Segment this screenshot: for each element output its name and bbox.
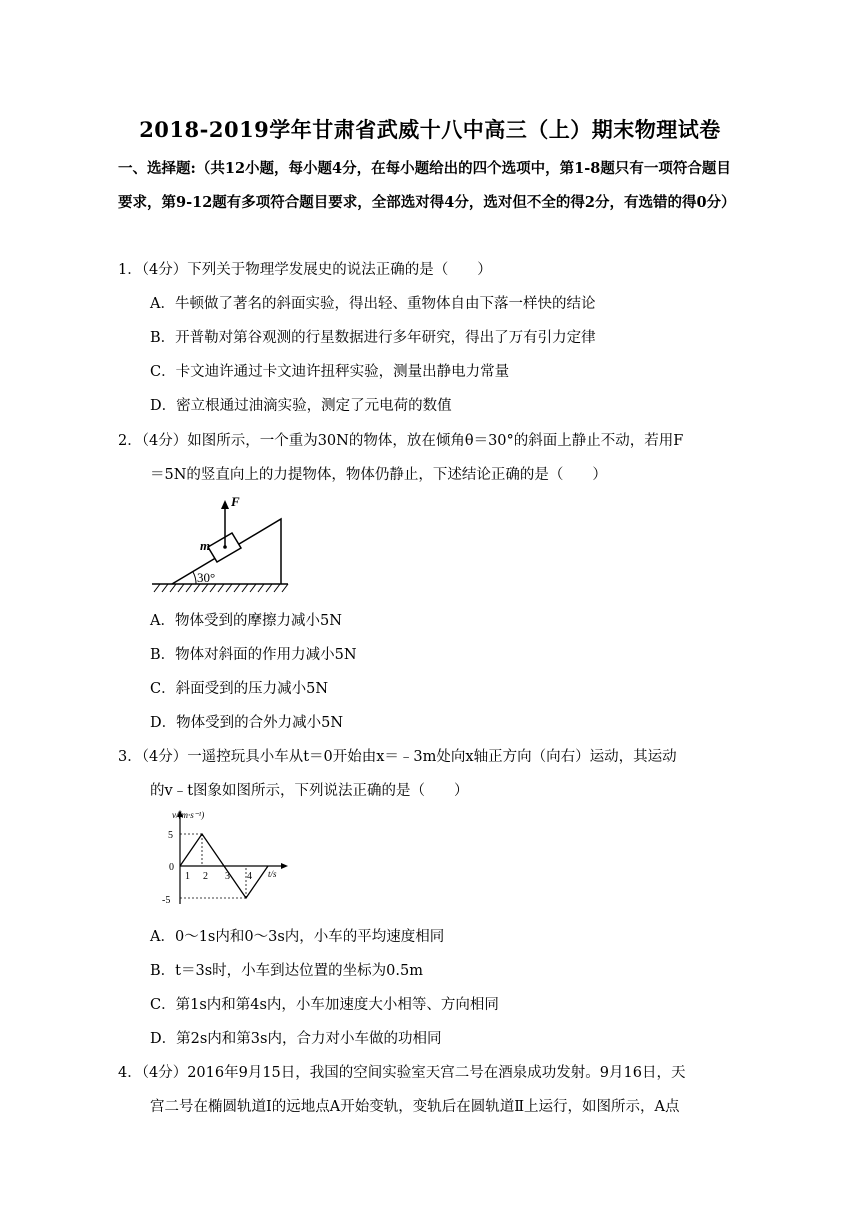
question-1-option-d: D．密立根通过油滴实验，测定了元电荷的数值: [150, 398, 452, 414]
question-1-stem: 1．（4分）下列关于物理学发展史的说法正确的是（ ）: [118, 262, 492, 278]
question-3-option-b: B．t＝3s时，小车到达位置的坐标为0.5m: [150, 963, 423, 979]
force-label: F: [231, 494, 240, 509]
tick-label-neg5: -5: [162, 895, 171, 906]
question-3-stem-line-1: 3．（4分）一遥控玩具小车从t＝0开始由x＝﹣3m处向x轴正方向（向右）运动，其运动: [118, 749, 677, 765]
question-1-option-c: C．卡文迪许通过卡文迪许扭秤实验，测量出静电力常量: [150, 364, 510, 380]
question-2-stem-line-1: 2．（4分）如图所示，一个重为30N的物体，放在倾角θ＝30°的斜面上静止不动，若用F: [118, 433, 684, 449]
question-4-stem-line-2: 宫二号在椭圆轨道Ⅰ的远地点A开始变轨，变轨后在圆轨道Ⅱ上运行，如图所示，A点: [150, 1099, 680, 1115]
x-axis-label: t/s: [268, 869, 277, 879]
question-2-stem-line-2: ＝5N的竖直向上的力提物体，物体仍静止，下述结论正确的是（ ）: [150, 467, 607, 483]
question-3-option-a: A．0～1s内和0～3s内，小车的平均速度相同: [150, 929, 445, 945]
question-3-option-d: D．第2s内和第3s内，合力对小车做的功相同: [150, 1031, 442, 1047]
incline-figure: [150, 494, 290, 594]
question-2-option-d: D．物体受到的合外力减小5N: [150, 715, 344, 731]
tick-label-4: 4: [247, 871, 252, 882]
question-1-option-a: A．牛顿做了著名的斜面实验，得出轻、重物体自由下落一样快的结论: [150, 296, 596, 312]
question-2-option-b: B．物体对斜面的作用力减小5N: [150, 647, 357, 663]
angle-label: 30°: [197, 570, 216, 585]
question-1-option-b: B．开普勒对第谷观测的行星数据进行多年研究，得出了万有引力定律: [150, 330, 596, 346]
question-3-option-c: C．第1s内和第4s内，小车加速度大小相等、方向相同: [150, 997, 499, 1013]
mass-label: m: [200, 538, 211, 553]
section-heading: 一、选择题:（共12小题，每小题4分，在每小题给出的四个选项中，第1-8题只有一项符合题目要求，第9-12题有多项符合题目要求，全部选对得4分，选对但不全的得2分，有选错的得0分）: [118, 160, 736, 211]
tick-label-1: 1: [185, 871, 190, 882]
y-axis-label: v/(m·s⁻¹): [172, 810, 205, 820]
tick-label-0: 0: [169, 862, 174, 873]
tick-label-3: 3: [225, 871, 230, 882]
question-2-option-a: A．物体受到的摩擦力减小5N: [150, 613, 342, 629]
page-title: 2018-2019学年甘肃省武威十八中高三（上）期末物理试卷: [139, 117, 721, 142]
question-3-stem-line-2: 的v﹣t图象如图所示，下列说法正确的是（ ）: [150, 783, 469, 799]
tick-label-5: 5: [168, 830, 173, 841]
vt-graph: [150, 808, 290, 908]
question-2-option-c: C．斜面受到的压力减小5N: [150, 681, 329, 697]
tick-label-2: 2: [203, 871, 208, 882]
question-4-stem-line-1: 4．（4分）2016年9月15日，我国的空间实验室天宫二号在酒泉成功发射。9月16日，天: [118, 1065, 686, 1081]
